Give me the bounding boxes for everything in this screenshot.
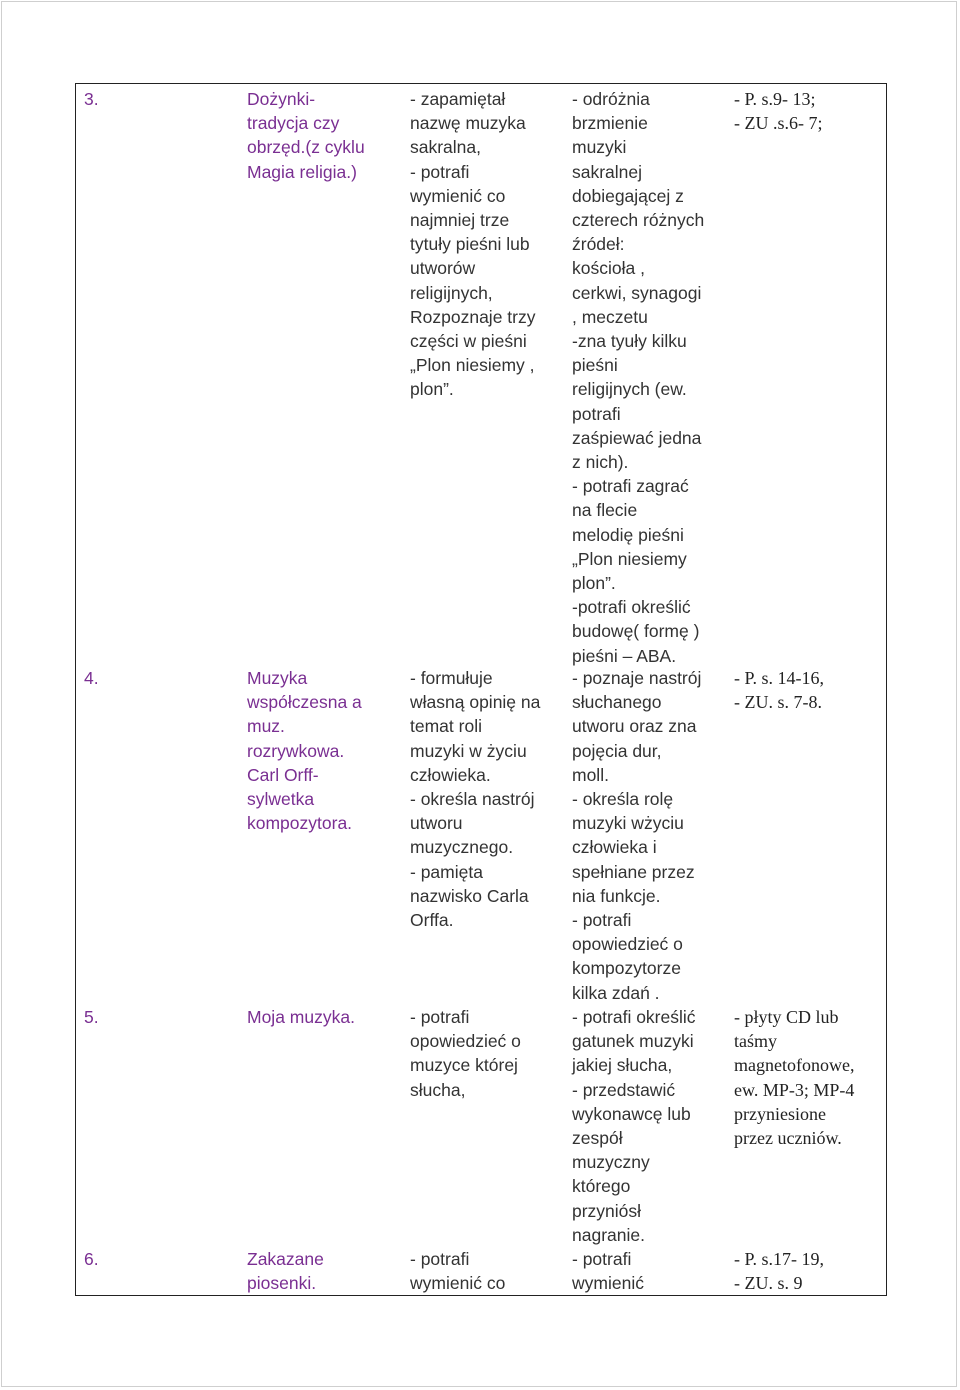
row-3-basic-requirements: - zapamiętał nazwę muzyka sakralna, - potrafi wymienić co najmniej trze tytuły pieśni lub utworów religijnych, Rozpoznaje trzy części w pieśni „Plon niesiemy , plon”. — [410, 89, 536, 400]
row-6-basic-requirements: - potrafi wymienić co — [410, 1249, 506, 1294]
row-3-materials: - P. s.9- 13; - ZU .s.6- 7; — [734, 89, 823, 134]
row-3-extended-requirements: - odróżnia brzmienie muzyki sakralnej dobiegającej z czterech różnych źródeł: kościoła , cerkwi, synagogi , meczetu -zna tyuły kilku pieśni religijnych (ew. potrafi zaśpiewać jedna z nich). - potrafi zagrać na flecie melodię pieśni „Plon niesiemy plon”. -potrafi określić budowę( formę ) pieśni – ABA. — [572, 89, 705, 666]
row-3-topic: Dożynki- tradycja czy obrzęd.(z cyklu Magia religia.) — [247, 89, 365, 182]
row-4-basic-requirements: - formułuje własną opinię na temat roli muzyki w życiu człowieka. - określa nastrój utworu muzycznego. - pamięta nazwisko Carla Orffa. — [410, 668, 541, 931]
row-5-number: 5. — [84, 1007, 99, 1027]
row-3-number: 3. — [84, 89, 99, 109]
row-4-extended-requirements: - poznaje nastrój słuchanego utworu oraz zna pojęcia dur, moll. - określa rolę muzyki wżyciu człowieka i spełniane przez nia funkcje. - potrafi opowiedzieć o kompozytorze kilka zdań . — [572, 668, 702, 1003]
row-4-materials: - P. s. 14-16, - ZU. s. 7-8. — [734, 668, 825, 713]
row-5-materials: - płyty CD lub taśmy magnetofonowe, ew. MP-3; MP-4 przyniesione przez uczniów. — [734, 1007, 855, 1149]
row-4-topic: Muzyka współczesna a muz. rozrywkowa. Carl Orff- sylwetka kompozytora. — [247, 668, 362, 834]
row-4-number: 4. — [84, 668, 99, 688]
row-5-basic-requirements: - potrafi opowiedzieć o muzyce której słucha, — [410, 1007, 521, 1100]
row-6-topic: Zakazane piosenki. — [247, 1249, 324, 1294]
row-5-topic: Moja muzyka. — [247, 1007, 355, 1027]
row-6-materials: - P. s.17- 19, - ZU. s. 9 — [734, 1249, 825, 1294]
row-5-extended-requirements: - potrafi określić gatunek muzyki jakiej słucha, - przedstawić wykonawcę lub zespół muzyczny którego przyniósł nagranie. — [572, 1007, 696, 1245]
row-6-extended-requirements: - potrafi wymienić — [572, 1249, 644, 1294]
row-6-number: 6. — [84, 1249, 99, 1269]
